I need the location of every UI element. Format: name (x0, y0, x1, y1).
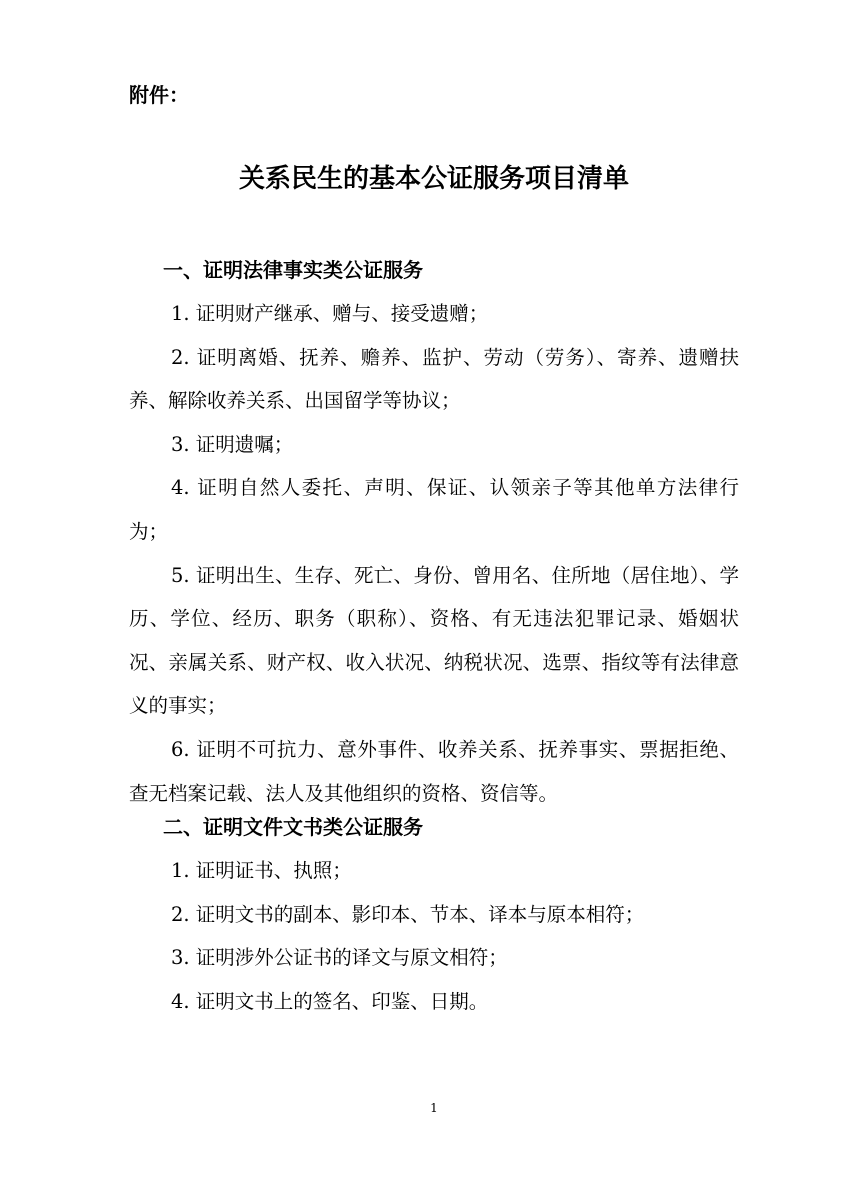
list-item: 4. 证明自然人委托、声明、保证、认领亲子等其他单方法律行为； (129, 476, 739, 543)
list-item: 2. 证明离婚、抚养、赡养、监护、劳动（劳务）、寄养、遗赠扶养、解除收养关系、出国留学等协议； (129, 345, 739, 413)
list-item: 1. 证明证书、执照； (171, 859, 352, 882)
page-number: 1 (430, 1101, 438, 1115)
list-item: 4. 证明文书上的签名、印鉴、日期。 (171, 989, 489, 1013)
list-item: 1. 证明财产继承、赠与、接受遗赠； (171, 302, 489, 325)
document-title: 关系民生的基本公证服务项目清单 (238, 164, 629, 194)
section-documents (129, 805, 739, 1023)
section-legal-facts (129, 248, 739, 815)
list-item: 3. 证明涉外公证书的译文与原文相符； (171, 946, 508, 970)
list-item: 2. 证明文书的副本、影印本、节本、译本与原本相符； (171, 902, 645, 926)
section-heading: 二、证明文件文书类公证服务 (163, 815, 423, 839)
section-heading: 一、证明法律事实类公证服务 (163, 258, 423, 282)
annex-label: 附件： (129, 83, 189, 107)
list-item: 6. 证明不可抗力、意外事件、收养关系、抚养事实、票据拒绝、查无档案记载、法人及其他组织的资格、资信等。 (129, 737, 739, 805)
list-item: 5. 证明出生、生存、死亡、身份、曾用名、住所地（居住地）、学历、学位、经历、职务（职称）、资格、有无违法犯罪记录、婚姻状况、亲属关系、财产权、收入状况、纳税状况、选票、指纹等有法律意义的事实； (129, 563, 739, 718)
list-item: 3. 证明遗嘱； (171, 432, 294, 456)
